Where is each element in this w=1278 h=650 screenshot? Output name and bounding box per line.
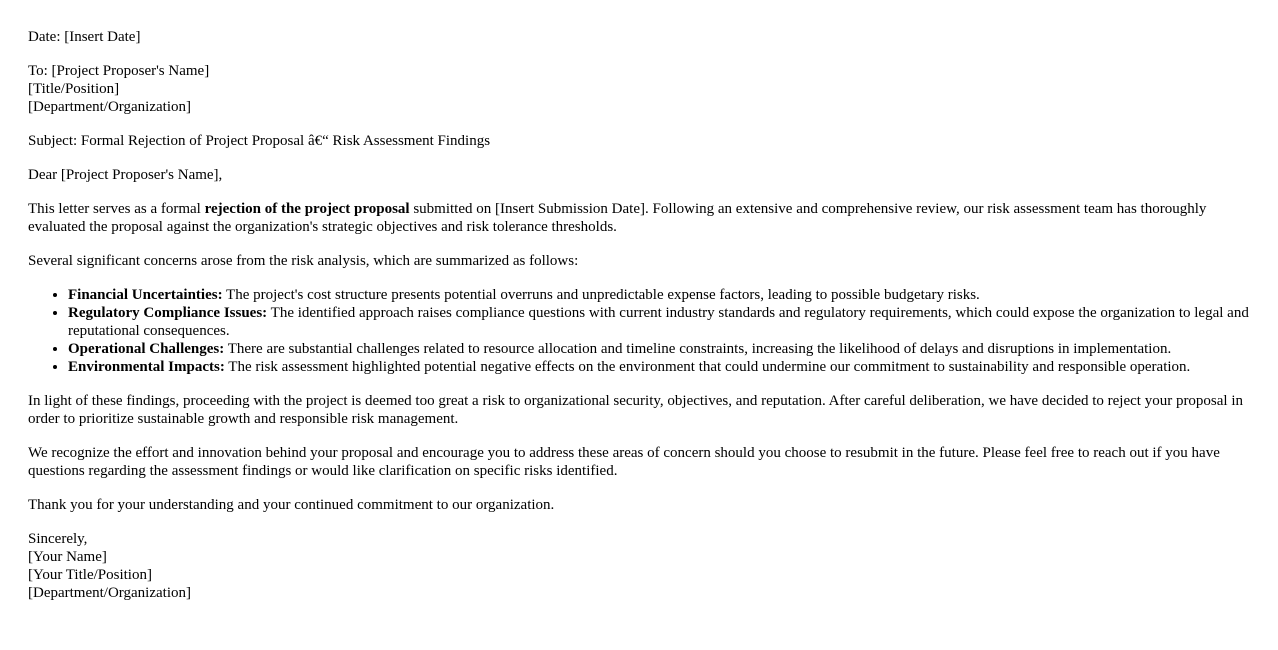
concern-title: Regulatory Compliance Issues: — [68, 305, 268, 321]
recipient-block — [28, 62, 1254, 116]
signature-title: [Your Title/Position] — [28, 567, 152, 583]
signature-closing: Sincerely, — [28, 531, 88, 547]
signature-department: [Department/Organization] — [28, 585, 191, 601]
intro-paragraph — [28, 200, 1254, 236]
concerns-intro: Several significant concerns arose from the risk analysis, which are summarized as follows: — [28, 253, 579, 269]
intro-bold-phrase: rejection of the project proposal — [204, 201, 410, 217]
concern-text: The risk assessment highlighted potential negative effects on the environment that could undermine our commitment to sustainability and responsible operation. — [224, 359, 1191, 375]
recipient-department: [Department/Organization] — [28, 99, 191, 115]
encouragement-paragraph: We recognize the effort and innovation behind your proposal and encourage you to address these areas of concern should you choose to resubmit in the future. Please feel free to reach out if you have questions regarding the assessment findings or would like clarification on specific risks identified. — [28, 445, 1220, 479]
intro-text-after: submitted on [Insert Submission Date]. Following an extensive and comprehensive review, our risk assessment team has thoroughly evaluated the proposal against the organization's strategic objectives and risk tolerance thresholds. — [28, 201, 1207, 235]
letter-body — [28, 28, 1254, 618]
concern-title: Financial Uncertainties: — [68, 287, 223, 303]
concern-item-financial — [68, 286, 1254, 304]
recipient-title: [Title/Position] — [28, 81, 120, 97]
thanks-paragraph: Thank you for your understanding and your continued commitment to our organization. — [28, 497, 555, 513]
concern-text: The project's cost structure presents potential overruns and unpredictable expense factors, leading to possible budgetary risks. — [222, 287, 980, 303]
concern-item-regulatory — [68, 304, 1254, 340]
decision-paragraph: In light of these findings, proceeding with the project is deemed too great a risk to organizational security, objectives, and reputation. After careful deliberation, we have decided to reject your proposal in order to prioritize sustainable growth and responsible risk management. — [28, 393, 1244, 427]
intro-text-before: This letter serves as a formal — [28, 201, 205, 217]
signature-name: [Your Name] — [28, 549, 107, 565]
concern-title: Environmental Impacts: — [68, 359, 225, 375]
salutation: Dear [Project Proposer's Name], — [28, 167, 223, 183]
concern-item-environmental — [68, 358, 1254, 376]
concern-item-operational — [68, 340, 1254, 358]
concern-text: The identified approach raises compliance questions with current industry standards and regulatory requirements, which could expose the organization to legal and reputational consequences. — [68, 305, 1249, 339]
concern-title: Operational Challenges: — [68, 341, 225, 357]
date-line: Date: [Insert Date] — [28, 29, 141, 45]
recipient-name: To: [Project Proposer's Name] — [28, 63, 210, 79]
concerns-list — [28, 286, 1254, 376]
signature-block — [28, 530, 1254, 602]
concern-text: There are substantial challenges related to resource allocation and timeline constraints, increasing the likelihood of delays and disruptions in implementation. — [224, 341, 1172, 357]
subject-line: Subject: Formal Rejection of Project Proposal â€“ Risk Assessment Findings — [28, 133, 491, 149]
